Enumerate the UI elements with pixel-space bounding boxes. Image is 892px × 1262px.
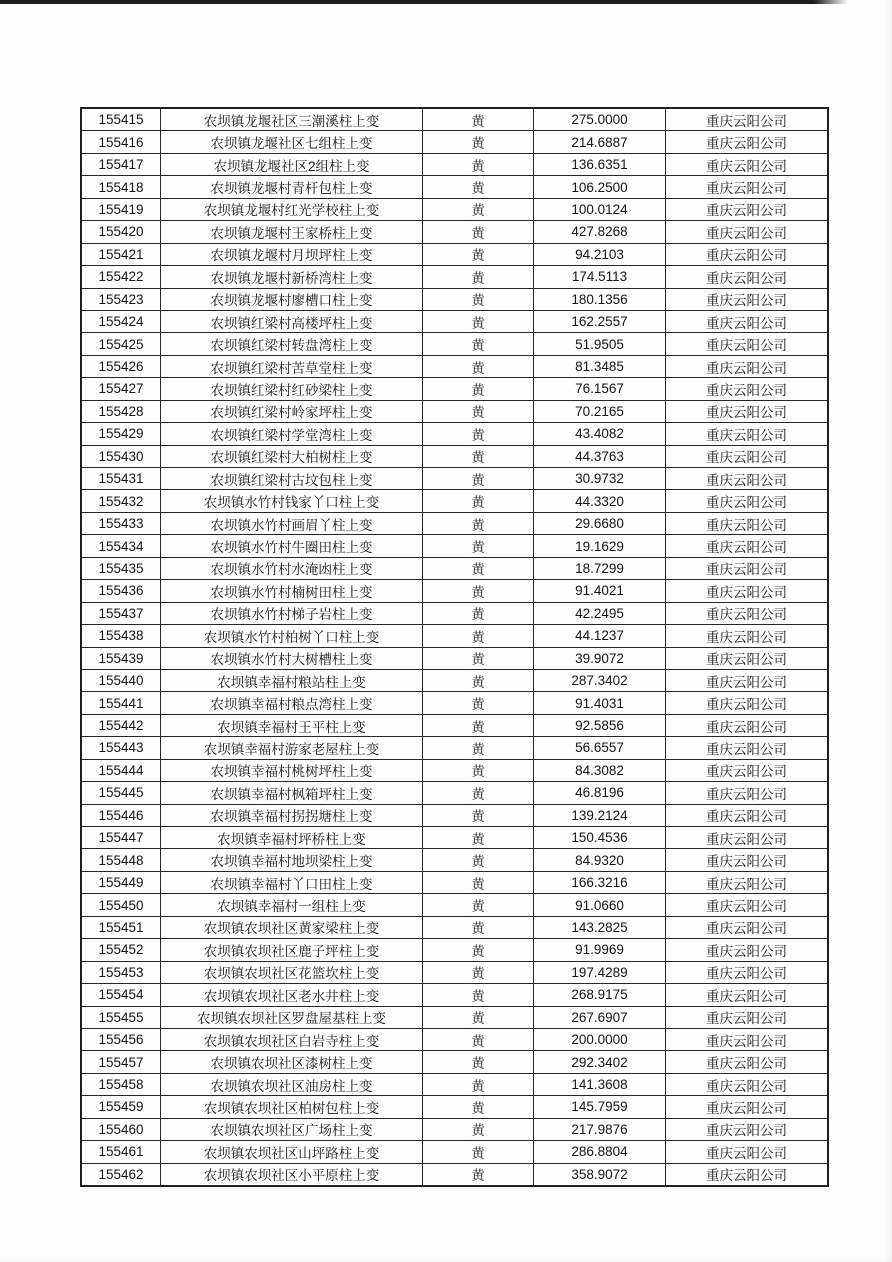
- table-row: [81, 602, 828, 624]
- grade-cell: 黄: [423, 984, 534, 1006]
- grade-cell: 黄: [423, 894, 534, 916]
- row-id-cell: 155456: [81, 1028, 161, 1050]
- station-name-cell: 农坝镇农坝社区白岩寺柱上变: [161, 1028, 423, 1050]
- table-row: [81, 782, 828, 804]
- grade-cell: 黄: [423, 288, 534, 310]
- station-name-cell: 农坝镇红梁村大柏树柱上变: [161, 445, 423, 467]
- company-cell: 重庆云阳公司: [666, 849, 829, 871]
- table-row: [81, 288, 828, 310]
- company-cell: 重庆云阳公司: [666, 827, 829, 849]
- row-id-cell: 155425: [81, 333, 161, 355]
- station-name-cell: 农坝镇幸福村拐拐塘柱上变: [161, 804, 423, 826]
- table-row: [81, 669, 828, 691]
- grade-cell: 黄: [423, 602, 534, 624]
- grade-cell: 黄: [423, 669, 534, 691]
- station-name-cell: 农坝镇红梁村转盘湾柱上变: [161, 333, 423, 355]
- row-id-cell: 155423: [81, 288, 161, 310]
- row-id-cell: 155459: [81, 1096, 161, 1118]
- table-row: [81, 1006, 828, 1028]
- grade-cell: 黄: [423, 1141, 534, 1163]
- station-name-cell: 农坝镇红梁村岭家坪柱上变: [161, 400, 423, 422]
- capacity-cell: 30.9732: [534, 468, 666, 490]
- station-name-cell: 农坝镇龙堰村月坝坪柱上变: [161, 243, 423, 265]
- station-name-cell: 农坝镇幸福村游家老屋柱上变: [161, 737, 423, 759]
- table-row: [81, 984, 828, 1006]
- grade-cell: 黄: [423, 1006, 534, 1028]
- station-name-cell: 农坝镇水竹村梯子岩柱上变: [161, 602, 423, 624]
- capacity-cell: 141.3608: [534, 1073, 666, 1095]
- capacity-cell: 358.9072: [534, 1163, 666, 1186]
- grade-cell: 黄: [423, 692, 534, 714]
- row-id-cell: 155440: [81, 669, 161, 691]
- row-id-cell: 155431: [81, 468, 161, 490]
- station-name-cell: 农坝镇龙堰村新桥湾柱上变: [161, 266, 423, 288]
- station-name-cell: 农坝镇幸福村丫口田柱上变: [161, 871, 423, 893]
- company-cell: 重庆云阳公司: [666, 669, 829, 691]
- company-cell: 重庆云阳公司: [666, 961, 829, 983]
- company-cell: 重庆云阳公司: [666, 243, 829, 265]
- company-cell: 重庆云阳公司: [666, 1141, 829, 1163]
- station-name-cell: 农坝镇农坝社区广场柱上变: [161, 1118, 423, 1140]
- grade-cell: 黄: [423, 198, 534, 220]
- table-row: [81, 423, 828, 445]
- table-row: [81, 1096, 828, 1118]
- grade-cell: 黄: [423, 512, 534, 534]
- table-row: [81, 243, 828, 265]
- grade-cell: 黄: [423, 714, 534, 736]
- station-name-cell: 农坝镇红梁村高楼坪柱上变: [161, 310, 423, 332]
- company-cell: 重庆云阳公司: [666, 625, 829, 647]
- capacity-cell: 51.9505: [534, 333, 666, 355]
- table-row: [81, 176, 828, 198]
- company-cell: 重庆云阳公司: [666, 1163, 829, 1186]
- table-row: [81, 1028, 828, 1050]
- table-row: [81, 894, 828, 916]
- capacity-cell: 268.9175: [534, 984, 666, 1006]
- station-name-cell: 农坝镇农坝社区老水井柱上变: [161, 984, 423, 1006]
- grade-cell: 黄: [423, 445, 534, 467]
- row-id-cell: 155433: [81, 512, 161, 534]
- capacity-cell: 427.8268: [534, 221, 666, 243]
- row-id-cell: 155450: [81, 894, 161, 916]
- table-row: [81, 647, 828, 669]
- row-id-cell: 155438: [81, 625, 161, 647]
- grade-cell: 黄: [423, 916, 534, 938]
- row-id-cell: 155451: [81, 916, 161, 938]
- grade-cell: 黄: [423, 759, 534, 781]
- company-cell: 重庆云阳公司: [666, 647, 829, 669]
- table-row: [81, 468, 828, 490]
- company-cell: 重庆云阳公司: [666, 288, 829, 310]
- table-row: [81, 849, 828, 871]
- company-cell: 重庆云阳公司: [666, 692, 829, 714]
- capacity-cell: 84.3082: [534, 759, 666, 781]
- capacity-cell: 91.4031: [534, 692, 666, 714]
- capacity-cell: 106.2500: [534, 176, 666, 198]
- row-id-cell: 155415: [81, 108, 161, 131]
- row-id-cell: 155426: [81, 355, 161, 377]
- grade-cell: 黄: [423, 849, 534, 871]
- grade-cell: 黄: [423, 557, 534, 579]
- station-name-cell: 农坝镇农坝社区黄家梁柱上变: [161, 916, 423, 938]
- capacity-cell: 29.6680: [534, 512, 666, 534]
- table-row: [81, 827, 828, 849]
- row-id-cell: 155434: [81, 535, 161, 557]
- station-name-cell: 农坝镇幸福村王平柱上变: [161, 714, 423, 736]
- row-id-cell: 155462: [81, 1163, 161, 1186]
- company-cell: 重庆云阳公司: [666, 602, 829, 624]
- capacity-cell: 214.6887: [534, 131, 666, 153]
- grade-cell: 黄: [423, 647, 534, 669]
- company-cell: 重庆云阳公司: [666, 468, 829, 490]
- company-cell: 重庆云阳公司: [666, 1118, 829, 1140]
- station-name-cell: 农坝镇龙堰村廖槽口柱上变: [161, 288, 423, 310]
- grade-cell: 黄: [423, 423, 534, 445]
- row-id-cell: 155446: [81, 804, 161, 826]
- row-id-cell: 155436: [81, 580, 161, 602]
- row-id-cell: 155453: [81, 961, 161, 983]
- company-cell: 重庆云阳公司: [666, 984, 829, 1006]
- station-name-cell: 农坝镇水竹村画眉丫柱上变: [161, 512, 423, 534]
- station-name-cell: 农坝镇幸福村桃树坪柱上变: [161, 759, 423, 781]
- station-name-cell: 农坝镇龙堰社区七组柱上变: [161, 131, 423, 153]
- grade-cell: 黄: [423, 153, 534, 175]
- row-id-cell: 155428: [81, 400, 161, 422]
- station-name-cell: 农坝镇幸福村粮点湾柱上变: [161, 692, 423, 714]
- table-row: [81, 445, 828, 467]
- row-id-cell: 155429: [81, 423, 161, 445]
- capacity-cell: 267.6907: [534, 1006, 666, 1028]
- station-name-cell: 农坝镇农坝社区小平原柱上变: [161, 1163, 423, 1186]
- table-row: [81, 1118, 828, 1140]
- capacity-cell: 56.6557: [534, 737, 666, 759]
- capacity-cell: 162.2557: [534, 310, 666, 332]
- company-cell: 重庆云阳公司: [666, 176, 829, 198]
- station-name-cell: 农坝镇水竹村钱家丫口柱上变: [161, 490, 423, 512]
- row-id-cell: 155424: [81, 310, 161, 332]
- capacity-cell: 18.7299: [534, 557, 666, 579]
- station-name-cell: 农坝镇农坝社区漆树柱上变: [161, 1051, 423, 1073]
- capacity-cell: 200.0000: [534, 1028, 666, 1050]
- table-row: [81, 490, 828, 512]
- company-cell: 重庆云阳公司: [666, 714, 829, 736]
- company-cell: 重庆云阳公司: [666, 221, 829, 243]
- grade-cell: 黄: [423, 827, 534, 849]
- page-bottom-edge-shade: [0, 1256, 892, 1262]
- company-cell: 重庆云阳公司: [666, 1073, 829, 1095]
- table-row: [81, 378, 828, 400]
- capacity-cell: 92.5856: [534, 714, 666, 736]
- capacity-cell: 44.3763: [534, 445, 666, 467]
- row-id-cell: 155457: [81, 1051, 161, 1073]
- table-row: [81, 266, 828, 288]
- table-row: [81, 557, 828, 579]
- table-row: [81, 625, 828, 647]
- company-cell: 重庆云阳公司: [666, 916, 829, 938]
- row-id-cell: 155422: [81, 266, 161, 288]
- station-name-cell: 农坝镇幸福村坪桥柱上变: [161, 827, 423, 849]
- grade-cell: 黄: [423, 468, 534, 490]
- row-id-cell: 155416: [81, 131, 161, 153]
- station-name-cell: 农坝镇水竹村牛圈田柱上变: [161, 535, 423, 557]
- station-name-cell: 农坝镇农坝社区罗盘屋基柱上变: [161, 1006, 423, 1028]
- station-name-cell: 农坝镇农坝社区柏树包柱上变: [161, 1096, 423, 1118]
- capacity-cell: 136.6351: [534, 153, 666, 175]
- grade-cell: 黄: [423, 1073, 534, 1095]
- station-name-cell: 农坝镇红梁村红砂梁柱上变: [161, 378, 423, 400]
- station-name-cell: 农坝镇农坝社区山坪路柱上变: [161, 1141, 423, 1163]
- row-id-cell: 155421: [81, 243, 161, 265]
- capacity-cell: 100.0124: [534, 198, 666, 220]
- capacity-cell: 84.9320: [534, 849, 666, 871]
- station-name-cell: 农坝镇幸福村枫箱坪柱上变: [161, 782, 423, 804]
- row-id-cell: 155447: [81, 827, 161, 849]
- table-row: [81, 737, 828, 759]
- company-cell: 重庆云阳公司: [666, 894, 829, 916]
- company-cell: 重庆云阳公司: [666, 804, 829, 826]
- company-cell: 重庆云阳公司: [666, 939, 829, 961]
- company-cell: 重庆云阳公司: [666, 445, 829, 467]
- company-cell: 重庆云阳公司: [666, 759, 829, 781]
- grade-cell: 黄: [423, 176, 534, 198]
- table-row: [81, 535, 828, 557]
- grade-cell: 黄: [423, 221, 534, 243]
- table-row: [81, 692, 828, 714]
- grade-cell: 黄: [423, 625, 534, 647]
- station-name-cell: 农坝镇水竹村楠树田柱上变: [161, 580, 423, 602]
- row-id-cell: 155430: [81, 445, 161, 467]
- station-name-cell: 农坝镇水竹村柏树丫口柱上变: [161, 625, 423, 647]
- page-top-edge-line: [0, 0, 848, 4]
- capacity-cell: 174.5113: [534, 266, 666, 288]
- capacity-cell: 70.2165: [534, 400, 666, 422]
- table-row: [81, 804, 828, 826]
- grade-cell: 黄: [423, 1051, 534, 1073]
- table-row: [81, 916, 828, 938]
- capacity-cell: 287.3402: [534, 669, 666, 691]
- row-id-cell: 155439: [81, 647, 161, 669]
- table-row: [81, 198, 828, 220]
- table-row: [81, 1163, 828, 1186]
- company-cell: 重庆云阳公司: [666, 512, 829, 534]
- grade-cell: 黄: [423, 782, 534, 804]
- capacity-cell: 43.4082: [534, 423, 666, 445]
- capacity-cell: 292.3402: [534, 1051, 666, 1073]
- row-id-cell: 155452: [81, 939, 161, 961]
- company-cell: 重庆云阳公司: [666, 1006, 829, 1028]
- company-cell: 重庆云阳公司: [666, 423, 829, 445]
- row-id-cell: 155454: [81, 984, 161, 1006]
- station-name-cell: 农坝镇水竹村大树槽柱上变: [161, 647, 423, 669]
- company-cell: 重庆云阳公司: [666, 333, 829, 355]
- row-id-cell: 155427: [81, 378, 161, 400]
- capacity-cell: 197.4289: [534, 961, 666, 983]
- capacity-cell: 275.0000: [534, 108, 666, 131]
- row-id-cell: 155460: [81, 1118, 161, 1140]
- row-id-cell: 155437: [81, 602, 161, 624]
- company-cell: 重庆云阳公司: [666, 153, 829, 175]
- row-id-cell: 155461: [81, 1141, 161, 1163]
- table-row: [81, 108, 828, 131]
- capacity-cell: 46.8196: [534, 782, 666, 804]
- table-row: [81, 939, 828, 961]
- transformer-table: [80, 107, 829, 1187]
- table-row: [81, 512, 828, 534]
- station-name-cell: 农坝镇龙堰社区2组柱上变: [161, 153, 423, 175]
- row-id-cell: 155417: [81, 153, 161, 175]
- grade-cell: 黄: [423, 108, 534, 131]
- table-row: [81, 714, 828, 736]
- row-id-cell: 155435: [81, 557, 161, 579]
- capacity-cell: 91.4021: [534, 580, 666, 602]
- capacity-cell: 91.9969: [534, 939, 666, 961]
- company-cell: 重庆云阳公司: [666, 131, 829, 153]
- capacity-cell: 81.3485: [534, 355, 666, 377]
- table-row: [81, 1141, 828, 1163]
- company-cell: 重庆云阳公司: [666, 400, 829, 422]
- grade-cell: 黄: [423, 804, 534, 826]
- grade-cell: 黄: [423, 961, 534, 983]
- capacity-cell: 44.1237: [534, 625, 666, 647]
- row-id-cell: 155443: [81, 737, 161, 759]
- capacity-cell: 143.2825: [534, 916, 666, 938]
- capacity-cell: 217.9876: [534, 1118, 666, 1140]
- station-name-cell: 农坝镇红梁村苦草堂柱上变: [161, 355, 423, 377]
- company-cell: 重庆云阳公司: [666, 355, 829, 377]
- station-name-cell: 农坝镇农坝社区鹿子坪柱上变: [161, 939, 423, 961]
- company-cell: 重庆云阳公司: [666, 1051, 829, 1073]
- table-row: [81, 333, 828, 355]
- table-row: [81, 1051, 828, 1073]
- grade-cell: 黄: [423, 1096, 534, 1118]
- row-id-cell: 155419: [81, 198, 161, 220]
- capacity-cell: 44.3320: [534, 490, 666, 512]
- row-id-cell: 155458: [81, 1073, 161, 1095]
- company-cell: 重庆云阳公司: [666, 782, 829, 804]
- company-cell: 重庆云阳公司: [666, 1028, 829, 1050]
- row-id-cell: 155444: [81, 759, 161, 781]
- station-name-cell: 农坝镇水竹村水淹凼柱上变: [161, 557, 423, 579]
- grade-cell: 黄: [423, 378, 534, 400]
- capacity-cell: 150.4536: [534, 827, 666, 849]
- station-name-cell: 农坝镇龙堰村王家桥柱上变: [161, 221, 423, 243]
- grade-cell: 黄: [423, 355, 534, 377]
- grade-cell: 黄: [423, 243, 534, 265]
- grade-cell: 黄: [423, 580, 534, 602]
- station-name-cell: 农坝镇农坝社区花篮坎柱上变: [161, 961, 423, 983]
- capacity-cell: 180.1356: [534, 288, 666, 310]
- row-id-cell: 155432: [81, 490, 161, 512]
- row-id-cell: 155442: [81, 714, 161, 736]
- table-body: [81, 108, 828, 1186]
- page-right-edge-shade: [884, 0, 892, 1262]
- grade-cell: 黄: [423, 939, 534, 961]
- row-id-cell: 155441: [81, 692, 161, 714]
- station-name-cell: 农坝镇龙堰村红光学校柱上变: [161, 198, 423, 220]
- grade-cell: 黄: [423, 266, 534, 288]
- company-cell: 重庆云阳公司: [666, 737, 829, 759]
- table-row: [81, 580, 828, 602]
- table-row: [81, 221, 828, 243]
- row-id-cell: 155420: [81, 221, 161, 243]
- company-cell: 重庆云阳公司: [666, 557, 829, 579]
- station-name-cell: 农坝镇幸福村粮站柱上变: [161, 669, 423, 691]
- grade-cell: 黄: [423, 535, 534, 557]
- station-name-cell: 农坝镇农坝社区油房柱上变: [161, 1073, 423, 1095]
- company-cell: 重庆云阳公司: [666, 490, 829, 512]
- grade-cell: 黄: [423, 737, 534, 759]
- company-cell: 重庆云阳公司: [666, 871, 829, 893]
- capacity-cell: 91.0660: [534, 894, 666, 916]
- table-row: [81, 759, 828, 781]
- grade-cell: 黄: [423, 1028, 534, 1050]
- company-cell: 重庆云阳公司: [666, 310, 829, 332]
- station-name-cell: 农坝镇红梁村古坟包柱上变: [161, 468, 423, 490]
- table-row: [81, 310, 828, 332]
- station-name-cell: 农坝镇红梁村学堂湾柱上变: [161, 423, 423, 445]
- station-name-cell: 农坝镇龙堰社区三潮溪柱上变: [161, 108, 423, 131]
- grade-cell: 黄: [423, 310, 534, 332]
- table-row: [81, 153, 828, 175]
- grade-cell: 黄: [423, 333, 534, 355]
- station-name-cell: 农坝镇幸福村地坝梁柱上变: [161, 849, 423, 871]
- company-cell: 重庆云阳公司: [666, 535, 829, 557]
- row-id-cell: 155445: [81, 782, 161, 804]
- company-cell: 重庆云阳公司: [666, 198, 829, 220]
- grade-cell: 黄: [423, 400, 534, 422]
- row-id-cell: 155418: [81, 176, 161, 198]
- grade-cell: 黄: [423, 1163, 534, 1186]
- capacity-cell: 286.8804: [534, 1141, 666, 1163]
- row-id-cell: 155449: [81, 871, 161, 893]
- table-row: [81, 355, 828, 377]
- company-cell: 重庆云阳公司: [666, 108, 829, 131]
- table-row: [81, 1073, 828, 1095]
- table-row: [81, 961, 828, 983]
- company-cell: 重庆云阳公司: [666, 266, 829, 288]
- grade-cell: 黄: [423, 1118, 534, 1140]
- company-cell: 重庆云阳公司: [666, 378, 829, 400]
- grade-cell: 黄: [423, 490, 534, 512]
- station-name-cell: 农坝镇龙堰村青杆包柱上变: [161, 176, 423, 198]
- capacity-cell: 166.3216: [534, 871, 666, 893]
- capacity-cell: 76.1567: [534, 378, 666, 400]
- table-row: [81, 131, 828, 153]
- row-id-cell: 155455: [81, 1006, 161, 1028]
- capacity-cell: 19.1629: [534, 535, 666, 557]
- row-id-cell: 155448: [81, 849, 161, 871]
- capacity-cell: 145.7959: [534, 1096, 666, 1118]
- capacity-cell: 39.9072: [534, 647, 666, 669]
- table-row: [81, 400, 828, 422]
- company-cell: 重庆云阳公司: [666, 580, 829, 602]
- grade-cell: 黄: [423, 131, 534, 153]
- capacity-cell: 42.2495: [534, 602, 666, 624]
- company-cell: 重庆云阳公司: [666, 1096, 829, 1118]
- station-name-cell: 农坝镇幸福村一组柱上变: [161, 894, 423, 916]
- capacity-cell: 139.2124: [534, 804, 666, 826]
- table-row: [81, 871, 828, 893]
- grade-cell: 黄: [423, 871, 534, 893]
- capacity-cell: 94.2103: [534, 243, 666, 265]
